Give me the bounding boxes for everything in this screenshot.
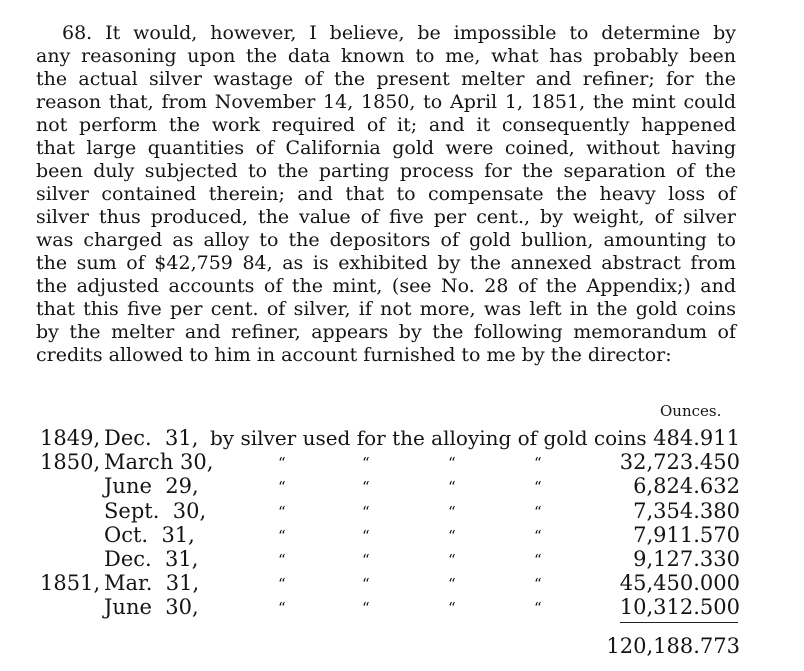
paragraph-line: been duly subjected to the parting process for the separation of the <box>36 160 736 182</box>
ditto-mark: “ <box>278 551 286 569</box>
row-date: Sept. 30, <box>104 498 207 523</box>
paragraph-line: that this five per cent. of silver, if not more, was left in the gold coins <box>36 298 736 320</box>
paragraph-line: the adjusted accounts of the mint, (see No. 28 of the Appendix;) and <box>36 275 736 297</box>
ditto-mark: “ <box>362 551 370 569</box>
paragraph-line: was charged as alloy to the depositors of gold bullion, amounting to <box>36 229 736 251</box>
row-date: Mar. 31, <box>104 571 200 596</box>
ditto-mark: “ <box>278 454 286 473</box>
paragraph-line: that large quantities of California gold were coined, without having <box>36 137 736 159</box>
ditto-mark: “ <box>448 575 456 594</box>
row-amount: 484.911 <box>653 426 740 450</box>
paragraph-line: the actual silver wastage of the present melter and refiner; for the <box>36 68 736 90</box>
table-row <box>0 426 804 450</box>
row-date: June 30, <box>104 595 199 620</box>
table-row <box>0 523 804 547</box>
ditto-mark: “ <box>534 454 542 473</box>
row-amount: 9,127.330 <box>633 547 740 571</box>
row-description: by silver used for the alloying of gold coins <box>210 426 647 450</box>
paragraph-line: not perform the work required of it; and it consequently happened <box>36 114 736 136</box>
ditto-mark: “ <box>448 551 456 569</box>
row-year: 1850, <box>40 450 101 475</box>
row-date: June 29, <box>104 474 199 499</box>
ditto-mark: “ <box>362 454 370 473</box>
paragraph-line: silver thus produced, the value of five per cent., by weight, of silver <box>36 206 736 228</box>
ditto-mark: “ <box>448 454 456 473</box>
ditto-mark: “ <box>278 575 286 594</box>
row-date: Dec. 31, <box>104 426 199 450</box>
row-date: Oct. 31, <box>104 522 195 547</box>
paragraph-line: silver contained therein; and that to compensate the heavy loss of <box>36 183 736 205</box>
row-year: 1851, <box>40 571 101 596</box>
ditto-mark: “ <box>534 478 542 497</box>
table-row <box>0 595 804 619</box>
paragraph-line: any reasoning upon the data known to me, what has probably been <box>36 45 736 67</box>
row-amount: 45,450.000 <box>619 571 740 596</box>
row-date: March 30, <box>104 450 214 475</box>
row-amount: 10,312.500 <box>619 595 740 620</box>
table-row <box>0 547 804 571</box>
ditto-mark: “ <box>278 478 286 497</box>
table-row <box>0 571 804 595</box>
ditto-mark: “ <box>448 478 456 497</box>
row-year: 1849, <box>40 426 101 450</box>
ditto-mark: “ <box>278 526 286 545</box>
ditto-mark: “ <box>362 599 370 618</box>
row-amount: 6,824.632 <box>633 474 740 499</box>
units-header: Ounces. <box>660 402 722 420</box>
row-date: Dec. 31, <box>104 547 199 571</box>
total-amount: 120,188.773 <box>606 634 740 658</box>
ditto-mark: “ <box>362 502 370 521</box>
row-amount: 7,911.570 <box>633 522 740 547</box>
ditto-mark: “ <box>448 599 456 618</box>
ditto-mark: “ <box>362 575 370 594</box>
paragraph-line: by the melter and refiner, appears by the following memorandum of <box>36 321 736 343</box>
ditto-mark: “ <box>362 526 370 545</box>
table-row <box>0 499 804 523</box>
row-amount: 32,723.450 <box>619 450 740 475</box>
paragraph-line: the sum of $42,759 84, as is exhibited by the annexed abstract from <box>36 252 736 274</box>
total-rule <box>620 622 738 623</box>
row-amount: 7,354.380 <box>633 498 740 523</box>
ditto-mark: “ <box>278 599 286 618</box>
paragraph-line: 68. It would, however, I believe, be impossible to determine by <box>62 22 736 44</box>
memorandum-paragraph <box>36 22 736 367</box>
ditto-mark: “ <box>534 551 542 569</box>
ditto-mark: “ <box>534 599 542 618</box>
ditto-mark: “ <box>534 502 542 521</box>
ditto-mark: “ <box>362 478 370 497</box>
ditto-mark: “ <box>448 502 456 521</box>
ditto-mark: “ <box>534 526 542 545</box>
ditto-mark: “ <box>448 526 456 545</box>
paragraph-line: credits allowed to him in account furnished to me by the director: <box>36 344 672 366</box>
ditto-mark: “ <box>278 502 286 521</box>
table-row <box>0 450 804 474</box>
ditto-mark: “ <box>534 575 542 594</box>
paragraph-line: reason that, from November 14, 1850, to April 1, 1851, the mint could <box>36 91 736 113</box>
table-row <box>0 474 804 498</box>
